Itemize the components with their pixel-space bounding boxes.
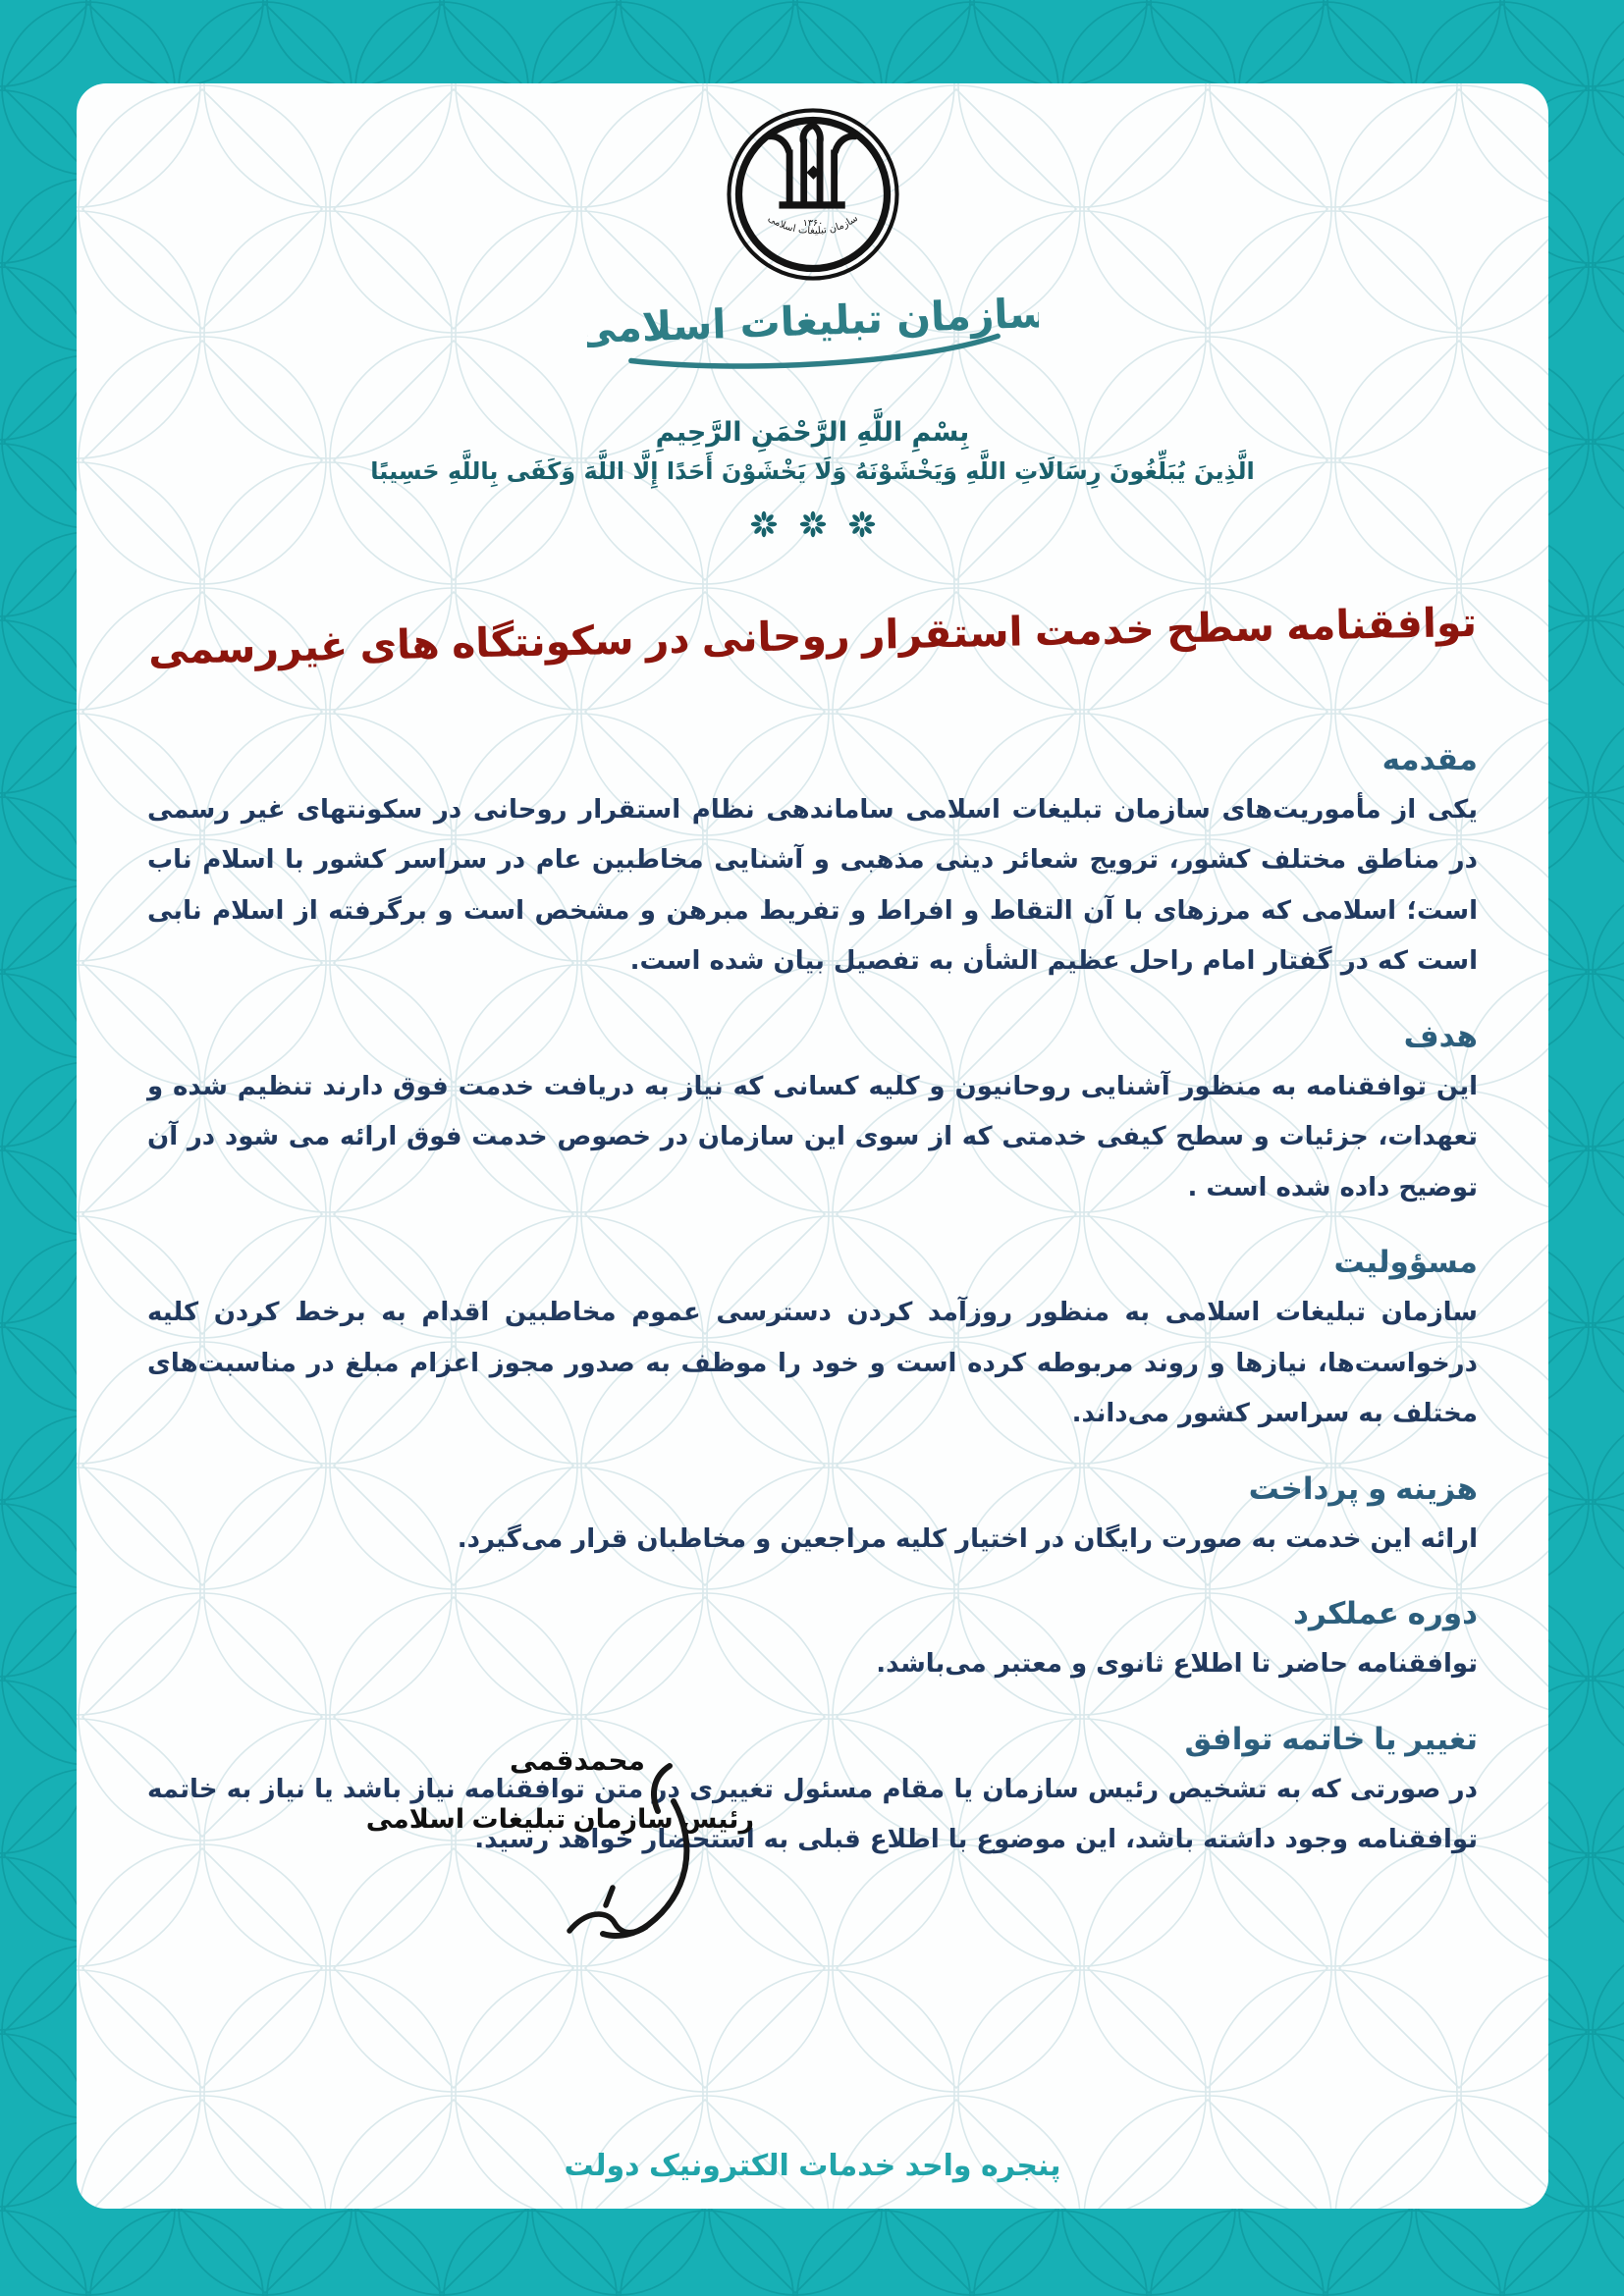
emblem-year: ۱۳۶۰ <box>802 217 823 229</box>
bismillah-block <box>77 417 1548 538</box>
section-heading: هزینه و پرداخت <box>1248 1470 1478 1507</box>
document-title: توافقنامه سطح خدمت استقرار روحانی در سکونتگاه های غیررسمی <box>147 598 1478 674</box>
section-heading: هدف <box>1403 1018 1478 1054</box>
section-responsibility <box>147 1245 1478 1439</box>
organization-logotype <box>77 290 1548 384</box>
section-goal <box>147 1019 1478 1213</box>
section-introduction <box>147 742 1478 988</box>
document-card <box>77 83 1548 2209</box>
section-change-or-termination <box>147 1722 1478 1866</box>
logotype-text: سازمان تبلیغات اسلامی <box>586 290 1039 353</box>
bismillah-text: بِسْمِ اللَّهِ الرَّحْمَنِ الرَّحِيمِ <box>655 417 970 448</box>
section-paragraph: این توافقنامه به منظور آشنایی روحانیون و کلیه کسانی که نیاز به دریافت خدمت فوق دارند تنظیم شده و تعهدات، جزئیات و سطح کیفی خدمتی که از سوی این سازمان در خصوص خدمت فوق ارائه می شود در آن توضیح داده شده است . <box>147 1071 1478 1202</box>
section-paragraph: یکی از مأموریت‌های سازمان تبلیغات اسلامی ساماندهی نظام استقرار روحانی در سکونتهای غیر رسمی در مناطق مختلف کشور، ترویج شعائر دینی مذهبی و آشنایی مخاطبین عام در سراسر کشور با اسلام ناب است؛ اسلامی که مرزهای با آن التقاط و افراط و تفریط مبرهن و مشخص است و برگرفته از اسلام نابی است که در گفتار امام راحل عظیم الشأن به تفصیل بیان شده است. <box>147 795 1478 977</box>
flower-asterisk-icon <box>750 510 778 538</box>
separator-ornaments <box>77 510 1548 538</box>
flower-asterisk-icon <box>848 510 876 538</box>
signatory-name: محمدقمی <box>510 1744 645 1777</box>
section-heading: دوره عملکرد <box>1293 1596 1478 1632</box>
section-performance-period <box>147 1596 1478 1689</box>
section-cost-and-payment <box>147 1471 1478 1565</box>
handwritten-signature-icon <box>554 1758 721 1964</box>
section-heading: مسؤولیت <box>1333 1245 1478 1281</box>
flower-asterisk-icon <box>799 510 827 538</box>
document-body <box>147 742 1478 1866</box>
section-paragraph: توافقنامه حاضر تا اطلاع ثانوی و معتبر می‌باشد. <box>876 1649 1478 1680</box>
section-paragraph: سازمان تبلیغات اسلامی به منظور روزآمد کردن دسترسی عموم مخاطبین اقدام به برخط کردن کلیه درخواست‌ها، نیازها و روند مربوطه کرده است و خود را موظف به صدور مجوز اعزام مبلغ در مناسبت‌های مختلف به سراسر کشور می‌داند. <box>147 1298 1478 1429</box>
section-heading: تغییر یا خاتمه توافق <box>1184 1721 1478 1757</box>
section-heading: مقدمه <box>1381 742 1478 777</box>
organization-seal-icon <box>724 105 902 284</box>
document-header <box>77 83 1548 384</box>
logotype-calligraphy <box>587 290 1039 380</box>
footer-text: پنجره واحد خدمات الکترونیک دولت <box>564 2149 1061 2183</box>
signatory-role: رئیس سازمان تبلیغات اسلامی <box>365 1804 754 1835</box>
quran-verse: الَّذِينَ يُبَلِّغُونَ رِسَالَاتِ اللَّهِ وَيَخْشَوْنَهُ وَلَا يَخْشَوْنَ أَحَدًا إِلَّا اللَّهَ وَكَفَى بِاللَّهِ حَسِيبًا <box>370 457 1255 485</box>
section-paragraph: در صورتی که به تشخیص رئیس سازمان یا مقام مسئول تغییری در متن توافقنامه نیاز باشد یا نیاز به خاتمه توافقنامه وجود داشته باشد، این موضوع با اطلاع قبلی به استحضار خواهد رسید. <box>147 1774 1478 1855</box>
section-paragraph: ارائه این خدمت به صورت رایگان در اختیار کلیه مراجعین و مخاطبان قرار می‌گیرد. <box>457 1523 1478 1554</box>
emblem-arc-text: سازمان تبلیغات اسلامی <box>765 213 860 238</box>
